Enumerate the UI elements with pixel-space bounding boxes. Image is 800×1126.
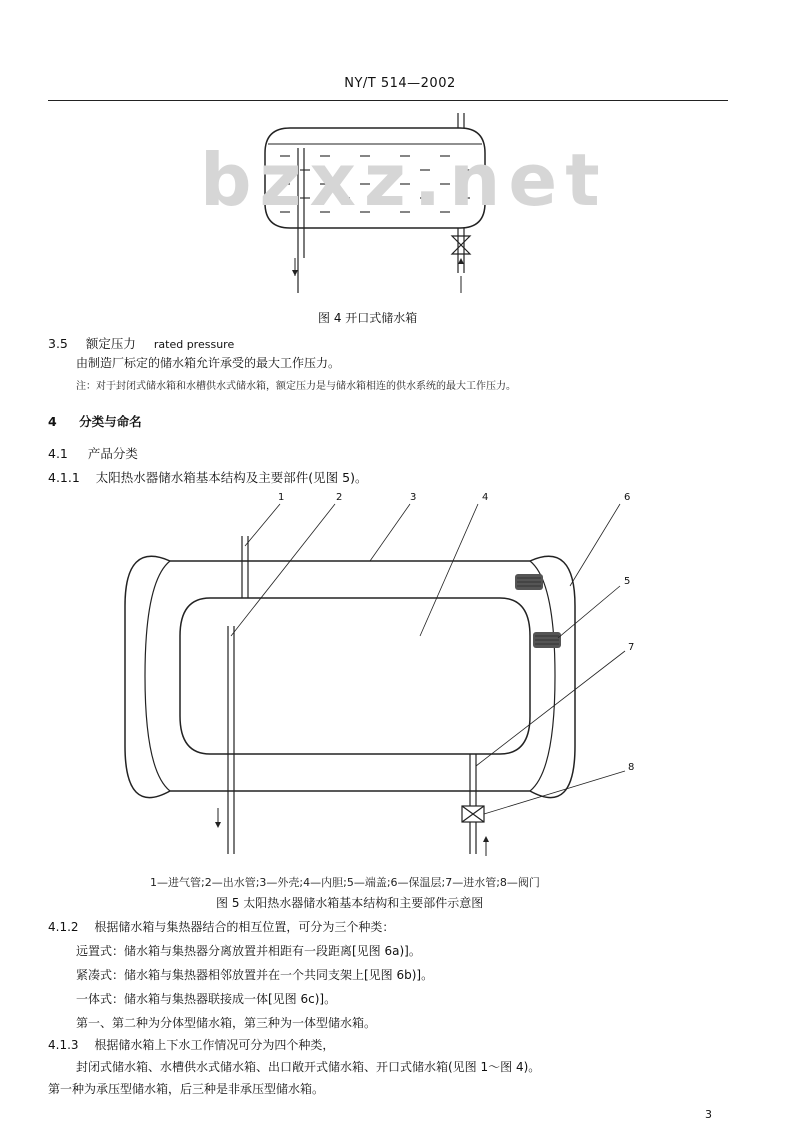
watermark: bzxz.net bbox=[200, 138, 608, 222]
section-title-en: rated pressure bbox=[153, 338, 235, 351]
section-title: 产品分类 bbox=[87, 446, 138, 461]
section-3-5-note: 注：对于封闭式储水箱和水槽供水式储水箱，额定压力是与储水箱相连的供水系统的最大工作压力。 bbox=[76, 381, 516, 392]
section-4-1-heading bbox=[48, 444, 138, 462]
section-3-5-heading bbox=[48, 334, 234, 352]
callout-3: 3 bbox=[410, 492, 417, 503]
section-number: 4.1.2 bbox=[48, 920, 79, 934]
section-4-1-1 bbox=[48, 468, 367, 486]
callout-8: 8 bbox=[628, 762, 635, 773]
section-number: 4 bbox=[48, 414, 57, 429]
section-4-1-3-line3: 第一种为承压型储水箱，后三种是非承压型储水箱。 bbox=[48, 1082, 325, 1096]
section-intro: 根据储水箱与集热器结合的相互位置，可分为三个种类： bbox=[94, 920, 395, 934]
section-number: 4.1.1 bbox=[48, 470, 80, 485]
callout-6: 6 bbox=[624, 492, 631, 503]
section-intro: 根据储水箱上下水工作情况可分为四个种类， bbox=[94, 1038, 335, 1052]
section-text: 太阳热水器储水箱基本结构及主要部件(见图 5)。 bbox=[95, 470, 368, 485]
list-item: 一体式：储水箱与集热器联接成一体[见图 6c)]。 bbox=[76, 992, 337, 1006]
page-number: 3 bbox=[705, 1108, 712, 1121]
figure-4-caption: 图 4 开口式储水箱 bbox=[318, 311, 418, 325]
standard-code-header: NY/T 514—2002 bbox=[344, 76, 456, 91]
figure-5-caption: 图 5 太阳热水器储水箱基本结构和主要部件示意图 bbox=[216, 896, 484, 910]
figure-5-tank-structure-diagram bbox=[120, 486, 680, 864]
section-number: 4.1.3 bbox=[48, 1038, 79, 1052]
section-number: 3.5 bbox=[48, 336, 68, 351]
callout-1: 1 bbox=[278, 492, 285, 503]
callout-5: 5 bbox=[624, 576, 631, 587]
section-title-cn: 额定压力 bbox=[85, 336, 136, 351]
figure-5-legend: 1—进气管;2—出水管;3—外壳;4—内胆;5—端盖;6—保温层;7—进水管;8—阀门 bbox=[150, 876, 540, 889]
section-4-heading bbox=[48, 412, 142, 430]
list-item: 远置式：储水箱与集热器分离放置并相距有一段距离[见图 6a)]。 bbox=[76, 944, 421, 958]
list-item: 第一、第二种为分体型储水箱，第三种为一体型储水箱。 bbox=[76, 1016, 377, 1030]
callout-2: 2 bbox=[336, 492, 343, 503]
section-4-1-2 bbox=[48, 918, 394, 935]
section-number: 4.1 bbox=[48, 446, 68, 461]
callout-4: 4 bbox=[482, 492, 489, 503]
header-rule bbox=[48, 100, 728, 101]
section-4-1-3 bbox=[48, 1036, 334, 1053]
callout-7: 7 bbox=[628, 642, 635, 653]
section-4-1-3-line2: 封闭式储水箱、水槽供水式储水箱、出口敞开式储水箱、开口式储水箱(见图 1～图 4)。 bbox=[76, 1060, 541, 1074]
section-title: 分类与命名 bbox=[79, 414, 142, 429]
section-3-5-body: 由制造厂标定的储水箱允许承受的最大工作压力。 bbox=[76, 356, 341, 370]
list-item: 紧凑式：储水箱与集热器相邻放置并在一个共同支架上[见图 6b)]。 bbox=[76, 968, 434, 982]
